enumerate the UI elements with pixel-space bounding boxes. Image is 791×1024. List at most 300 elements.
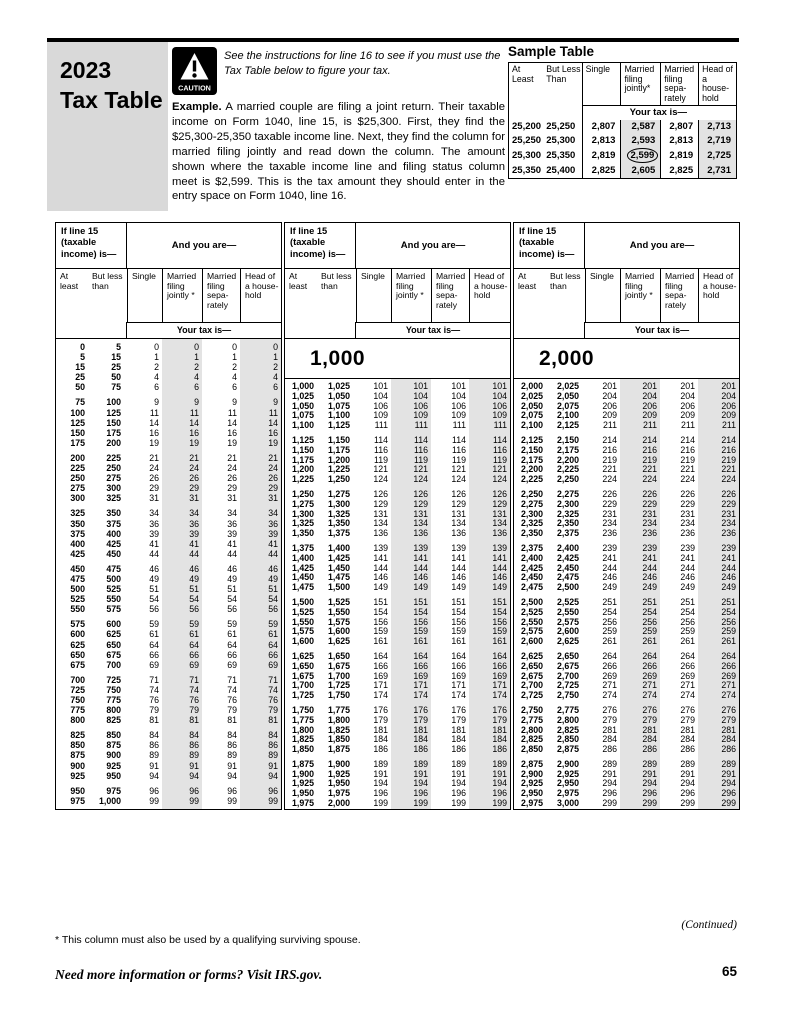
tax-row [285, 465, 510, 475]
tax-cell: 259 [680, 626, 695, 637]
tax-cell: 1,625 [327, 636, 350, 647]
tax-cell: 36 [189, 518, 199, 529]
tax-cell: 2,625 [556, 636, 579, 647]
tax-row [285, 475, 510, 485]
tax-row [285, 799, 510, 809]
sample-col-mfj: Married filing jointly* [621, 63, 661, 106]
tax-cell: 2,975 [520, 798, 543, 809]
tax-cell: 164 [413, 650, 428, 661]
tax-cell: 100 [106, 397, 121, 408]
sample-cell: 2,593 [621, 134, 661, 148]
tax-cell: 44 [227, 548, 237, 559]
tax-cell: 294 [680, 778, 695, 789]
tax-cell: 134 [373, 518, 388, 529]
tax-cell: 179 [492, 714, 507, 725]
tax-cell: 126 [451, 488, 466, 499]
tax-row-group [56, 342, 281, 392]
tax-cell: 325 [70, 508, 85, 519]
panel-body [56, 339, 281, 809]
tax-cell: 231 [680, 508, 695, 519]
tax-cell: 575 [106, 604, 121, 615]
tax-cell: 16 [189, 427, 199, 438]
tax-cell: 125 [70, 417, 85, 428]
tax-row [56, 342, 281, 352]
tax-cell: 206 [680, 400, 695, 411]
tax-cell: 41 [189, 538, 199, 549]
tax-cell: 164 [492, 650, 507, 661]
tax-cell: 1,825 [327, 724, 350, 735]
tax-cell: 96 [268, 785, 278, 796]
tax-row [285, 716, 510, 726]
tax-cell: 91 [268, 760, 278, 771]
tax-cell: 204 [642, 390, 657, 401]
tax-cell: 0 [232, 342, 237, 352]
tax-cell: 475 [70, 573, 85, 584]
tax-is-spacer [56, 322, 127, 338]
tax-row-group [285, 490, 510, 539]
tax-cell: 1,250 [327, 474, 350, 485]
tax-row [285, 652, 510, 662]
tax-row [285, 436, 510, 446]
tax-cell: 104 [373, 390, 388, 401]
tax-cell: 24 [189, 463, 199, 474]
tax-cell: 126 [492, 488, 507, 499]
tax-cell: 1,925 [291, 778, 314, 789]
tax-cell: 34 [149, 508, 159, 519]
footnote: * This column must also be used by a qualifying surviving spouse. [55, 934, 361, 946]
tax-cell: 119 [373, 454, 388, 465]
tax-cell: 36 [227, 518, 237, 529]
tax-cell: 86 [268, 740, 278, 751]
tax-row [514, 770, 739, 780]
tax-cell: 231 [721, 508, 736, 519]
tax-cell: 236 [602, 528, 617, 539]
tax-cell: 2,000 [520, 381, 543, 391]
tax-cell: 14 [149, 417, 159, 428]
tax-cell: 1,200 [291, 464, 314, 475]
tax-cell: 199 [451, 798, 466, 809]
tax-cell: 2,225 [520, 474, 543, 485]
tax-cell: 181 [492, 724, 507, 735]
tax-cell: 276 [642, 704, 657, 715]
tax-row [56, 796, 281, 806]
tax-cell: 156 [492, 616, 507, 627]
tax-cell: 26 [268, 473, 278, 484]
tax-cell: 21 [268, 452, 278, 463]
tax-cell: 199 [413, 798, 428, 809]
page-number: 65 [721, 964, 737, 979]
tax-row [285, 456, 510, 466]
tax-cell: 9 [194, 397, 199, 408]
tax-cell: 241 [602, 552, 617, 563]
tax-row [56, 604, 281, 614]
tax-cell: 121 [451, 464, 466, 475]
tax-row [514, 465, 739, 475]
tax-cell: 84 [227, 730, 237, 741]
tax-cell: 1,425 [291, 562, 314, 573]
tax-cell: 1,825 [291, 734, 314, 745]
panel-body [285, 339, 510, 809]
tax-cell: 166 [373, 660, 388, 671]
tax-row [514, 726, 739, 736]
tax-row-group [56, 453, 281, 503]
tax-row [514, 706, 739, 716]
tax-cell: 800 [106, 705, 121, 716]
tax-row-group [285, 544, 510, 593]
tax-cell: 36 [149, 518, 159, 529]
tax-cell: 279 [721, 714, 736, 725]
tax-cell: 149 [492, 582, 507, 593]
tax-cell: 294 [642, 778, 657, 789]
sample-cell: 25,200 [512, 121, 542, 133]
tax-cell: 146 [451, 572, 466, 583]
tax-cell: 400 [106, 528, 121, 539]
tax-cell: 1,300 [327, 498, 350, 509]
tax-cell: 900 [70, 760, 85, 771]
caution-icon-label: CAUTION [178, 83, 211, 93]
tax-cell: 31 [227, 493, 237, 504]
tax-cell: 1 [194, 352, 199, 363]
tax-cell: 650 [106, 639, 121, 650]
tax-row [56, 640, 281, 650]
tax-panel-3 [513, 222, 740, 810]
tax-cell: 2,600 [556, 626, 579, 637]
tax-cell: 149 [373, 582, 388, 593]
tax-cell: 286 [721, 744, 736, 755]
tax-cell: 161 [373, 636, 388, 647]
sample-row [509, 148, 737, 164]
tax-cell: 21 [189, 452, 199, 463]
tax-cell: 224 [602, 474, 617, 485]
tax-cell: 24 [149, 463, 159, 474]
tax-cell: 1,650 [291, 660, 314, 671]
tax-cell: 850 [70, 740, 85, 751]
tax-cell: 156 [373, 616, 388, 627]
tax-cell: 2,875 [520, 758, 543, 769]
tax-cell: 400 [70, 538, 85, 549]
tax-cell: 1,675 [327, 660, 350, 671]
tax-cell: 19 [227, 437, 237, 448]
tax-cell: 291 [642, 768, 657, 779]
tax-cell: 246 [642, 572, 657, 583]
tax-cell: 281 [721, 724, 736, 735]
tax-cell: 219 [642, 454, 657, 465]
tax-cell: 5 [116, 342, 121, 352]
tax-cell: 375 [106, 518, 121, 529]
tax-cell: 291 [602, 768, 617, 779]
tax-cell: 211 [602, 420, 617, 431]
panel-header [285, 223, 510, 339]
tax-cell: 191 [413, 768, 428, 779]
tax-cell: 1,750 [327, 690, 350, 701]
tax-cell: 41 [227, 538, 237, 549]
income-label: If line 15 (taxable income) is— [285, 223, 356, 268]
tax-cell: 2,500 [556, 582, 579, 593]
tax-cell: 14 [227, 417, 237, 428]
sample-cell: 25,300 [512, 150, 542, 162]
tax-cell: 69 [189, 659, 199, 670]
tax-row [285, 573, 510, 583]
tax-cell: 264 [721, 650, 736, 661]
tax-row [514, 475, 739, 485]
tax-cell: 121 [492, 464, 507, 475]
tax-panel-2 [284, 222, 511, 810]
tax-cell: 2,475 [520, 582, 543, 593]
tax-cell: 650 [70, 649, 85, 660]
tax-cell: 261 [602, 636, 617, 647]
tax-cell: 25 [111, 362, 121, 373]
tax-cell: 229 [602, 498, 617, 509]
tax-row [285, 510, 510, 520]
tax-cell: 176 [373, 704, 388, 715]
tax-cell: 200 [70, 452, 85, 463]
tax-cell: 181 [451, 724, 466, 735]
tax-row-group [514, 544, 739, 593]
tax-cell: 189 [413, 758, 428, 769]
tax-row [285, 500, 510, 510]
tax-cell: 256 [602, 616, 617, 627]
sample-col-hoh: Head of a house- hold [699, 63, 737, 106]
tax-row [285, 421, 510, 431]
tax-row [285, 637, 510, 647]
tax-row [285, 770, 510, 780]
tax-cell: 4 [232, 372, 237, 383]
tax-cell: 151 [413, 596, 428, 607]
tax-row-group [56, 730, 281, 780]
tax-cell: 325 [106, 493, 121, 504]
tax-row-group [514, 490, 739, 539]
tax-cell: 1,050 [291, 400, 314, 411]
tax-cell: 1,675 [291, 670, 314, 681]
tax-cell: 11 [149, 407, 159, 418]
tax-row [56, 428, 281, 438]
tax-cell: 279 [602, 714, 617, 725]
tax-cell: 109 [451, 410, 466, 421]
tax-cell: 234 [721, 518, 736, 529]
tax-cell: 149 [451, 582, 466, 593]
tax-cell: 199 [373, 798, 388, 809]
example-paragraph [172, 100, 505, 204]
income-bracket-heading: 1,000 [285, 339, 510, 379]
tax-cell: 950 [106, 770, 121, 781]
tax-cell: 69 [268, 659, 278, 670]
tax-cell: 229 [680, 498, 695, 509]
tax-cell: 2,225 [556, 464, 579, 475]
tax-cell: 84 [268, 730, 278, 741]
tax-cell: 2,300 [520, 508, 543, 519]
tax-cell: 550 [106, 594, 121, 605]
tax-cell: 1,375 [291, 542, 314, 553]
tax-cell: 19 [268, 437, 278, 448]
tax-cell: 299 [680, 798, 695, 809]
tax-cell: 284 [721, 734, 736, 745]
tax-cell: 89 [189, 750, 199, 761]
tax-cell: 2,375 [520, 542, 543, 553]
tax-cell: 104 [413, 390, 428, 401]
tax-cell: 64 [189, 639, 199, 650]
tax-cell: 59 [227, 619, 237, 630]
tax-cell: 126 [413, 488, 428, 499]
tax-cell: 2,950 [520, 788, 543, 799]
tax-cell: 214 [721, 434, 736, 445]
tax-cell: 900 [106, 750, 121, 761]
tax-cell: 2,825 [520, 734, 543, 745]
tax-cell: 1,225 [327, 464, 350, 475]
tax-panel-1 [55, 222, 282, 810]
tax-cell: 129 [413, 498, 428, 509]
tax-cell: 99 [149, 795, 159, 806]
tax-cell: 2 [232, 362, 237, 373]
tax-cell: 15 [111, 352, 121, 363]
tax-cell: 51 [227, 584, 237, 595]
tax-cell: 269 [642, 670, 657, 681]
tax-cell: 254 [602, 606, 617, 617]
tax-cell: 29 [268, 483, 278, 494]
tax-row [514, 456, 739, 466]
col-married-separately: Married filing sepa- rately [660, 269, 698, 322]
tax-cell: 1,275 [291, 498, 314, 509]
tax-row [514, 500, 739, 510]
tax-cell: 106 [373, 400, 388, 411]
tax-cell: 200 [106, 437, 121, 448]
tax-cell: 1,175 [327, 444, 350, 455]
tax-cell: 1,150 [291, 444, 314, 455]
tax-cell: 189 [492, 758, 507, 769]
tax-cell: 675 [106, 649, 121, 660]
tax-cell: 124 [451, 474, 466, 485]
tax-row-group [514, 760, 739, 809]
tax-cell: 151 [451, 596, 466, 607]
tax-row [56, 740, 281, 750]
tax-cell: 54 [149, 594, 159, 605]
tax-cell: 76 [189, 695, 199, 705]
tax-row [514, 662, 739, 672]
tax-cell: 161 [413, 636, 428, 647]
tax-cell: 34 [268, 508, 278, 519]
tax-cell: 2,850 [556, 734, 579, 745]
tax-cell: 99 [268, 795, 278, 806]
tax-cell: 249 [680, 582, 695, 593]
tax-cell: 1,125 [291, 434, 314, 445]
tax-row [56, 549, 281, 559]
tax-cell: 141 [492, 552, 507, 563]
tax-cell: 44 [268, 548, 278, 559]
tax-row [56, 519, 281, 529]
tax-cell: 6 [154, 382, 159, 393]
tax-row [56, 771, 281, 781]
tax-cell: 41 [149, 538, 159, 549]
tax-cell: 1,500 [291, 596, 314, 607]
tax-cell: 2,325 [556, 508, 579, 519]
tax-cell: 2,725 [556, 680, 579, 691]
tax-row [56, 619, 281, 629]
tax-cell: 239 [642, 542, 657, 553]
tax-cell: 96 [227, 785, 237, 796]
tax-row-group [285, 382, 510, 431]
tax-cell: 166 [413, 660, 428, 671]
tax-cell: 39 [268, 528, 278, 539]
sample-cell: 2,825 [661, 164, 699, 179]
tax-cell: 1,850 [291, 744, 314, 755]
tax-cell: 241 [642, 552, 657, 563]
tax-row [514, 618, 739, 628]
tax-cell: 201 [642, 381, 657, 391]
tax-cell: 276 [680, 704, 695, 715]
your-tax-is-label: Your tax is— [127, 322, 281, 338]
tax-row [514, 760, 739, 770]
tax-cell: 161 [451, 636, 466, 647]
tax-cell: 184 [373, 734, 388, 745]
tax-cell: 251 [680, 596, 695, 607]
tax-cell: 2,450 [520, 572, 543, 583]
tax-cell: 2,475 [556, 572, 579, 583]
tax-cell: 2,775 [556, 704, 579, 715]
tax-row [285, 760, 510, 770]
tax-row [285, 691, 510, 701]
tax-cell: 201 [602, 381, 617, 391]
tax-cell: 1,200 [327, 454, 350, 465]
sample-row [509, 164, 737, 179]
tax-cell: 975 [70, 795, 85, 806]
tax-row [56, 730, 281, 740]
tax-cell: 2,050 [556, 390, 579, 401]
tax-cell: 25 [75, 372, 85, 383]
tax-cell: 2,550 [556, 606, 579, 617]
tax-cell: 86 [149, 740, 159, 751]
tax-cell: 254 [680, 606, 695, 617]
tax-cell: 221 [721, 464, 736, 475]
tax-cell: 231 [642, 508, 657, 519]
tax-cell: 21 [227, 452, 237, 463]
tax-row [56, 629, 281, 639]
tax-cell: 266 [721, 660, 736, 671]
tax-cell: 229 [642, 498, 657, 509]
tax-cell: 114 [451, 434, 466, 445]
tax-cell: 16 [227, 427, 237, 438]
tax-cell: 14 [268, 417, 278, 428]
tax-cell: 234 [680, 518, 695, 529]
tax-row [514, 779, 739, 789]
tax-row [285, 583, 510, 593]
tax-cell: 101 [413, 381, 428, 391]
sample-cell: 25,350 [512, 165, 542, 177]
tax-cell: 54 [268, 594, 278, 605]
filing-status-label: And you are— [171, 240, 237, 251]
tax-cell: 171 [413, 680, 428, 691]
tax-cell: 121 [413, 464, 428, 475]
tax-cell: 775 [106, 695, 121, 705]
tax-cell: 236 [642, 528, 657, 539]
tax-cell: 1,900 [291, 768, 314, 779]
tax-cell: 1,175 [291, 454, 314, 465]
tax-cell: 121 [373, 464, 388, 475]
tax-cell: 2,100 [520, 420, 543, 431]
tax-cell: 1,900 [327, 758, 350, 769]
tax-cell: 129 [492, 498, 507, 509]
col-at-least: At least [289, 271, 308, 291]
tax-cell: 154 [451, 606, 466, 617]
panel-header [514, 223, 739, 339]
tax-cell: 2,800 [520, 724, 543, 735]
tax-cell: 189 [373, 758, 388, 769]
tax-cell: 1,475 [327, 572, 350, 583]
tax-cell: 239 [680, 542, 695, 553]
tax-row [514, 411, 739, 421]
tax-cell: 174 [451, 690, 466, 701]
tax-cell: 31 [189, 493, 199, 504]
tax-cell: 4 [154, 372, 159, 383]
tax-cell: 19 [189, 437, 199, 448]
